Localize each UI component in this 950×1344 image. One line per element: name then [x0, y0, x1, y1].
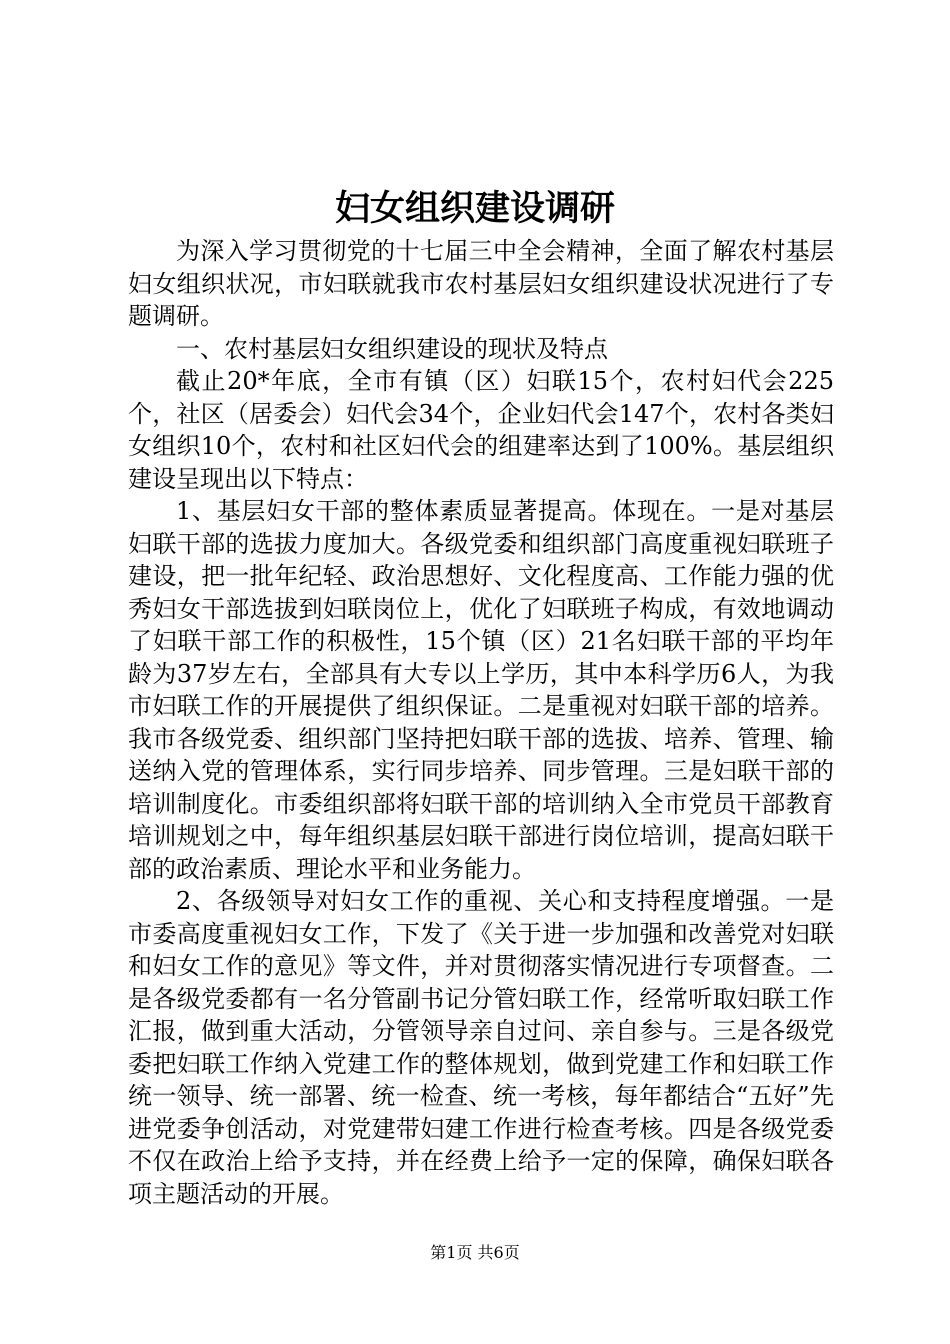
paragraph-point-2: 2、各级领导对妇女工作的重视、关心和支持程度增强。一是市委高度重视妇女工作，下发了《关于进一步加强和改善党对妇联和妇女工作的意见》等文件，并对贯彻落实情况进行专项督查。二是各级党委都有一名分管副书记分管妇联工作，经常听取妇联工作汇报，做到重大活动，分管领导亲自过问、亲自参与。三是各级党委把妇联工作纳入党建工作的整体规划，做到党建工作和妇联工作统一领导、统一部署、统一检查、统一考核，每年都结合“五好”先进党委争创活动，对党建带妇建工作进行检查考核。四是各级党委不仅在政治上给予支持，并在经费上给予一定的保障，确保妇联各项主题活动的开展。 — [128, 887, 834, 1208]
page-footer: 第1页 共6页 — [430, 1243, 520, 1262]
document-body — [128, 235, 834, 1210]
section-heading: 一、农村基层妇女组织建设的现状及特点 — [176, 334, 608, 363]
paragraph-point-1: 1、基层妇女干部的整体素质显著提高。体现在。一是对基层妇联干部的选拔力度加大。各级党委和组织部门高度重视妇联班子建设，把一批年纪轻、政治思想好、文化程度高、工作能力强的优秀妇女干部选拔到妇联岗位上，优化了妇联班子构成，有效地调动了妇联干部工作的积极性，15个镇（区）21名妇联干部的平均年龄为37岁左右，全部具有大专以上学历，其中本科学历6人，为我市妇联工作的开展提供了组织保证。二是重视对妇联干部的培养。我市各级党委、组织部门坚持把妇联干部的选拔、培养、管理、输送纳入党的管理体系，实行同步培养、同步管理。三是妇联干部的培训制度化。市委组织部将妇联干部的培训纳入全市党员干部教育培训规划之中，每年组织基层妇联干部进行岗位培训，提高妇联干部的政治素质、理论水平和业务能力。 — [128, 497, 834, 883]
document-title: 妇女组织建设调研 — [334, 188, 615, 229]
paragraph-intro: 为深入学习贯彻党的十七届三中全会精神，全面了解农村基层妇女组织状况，市妇联就我市农村基层妇女组织建设状况进行了专题调研。 — [128, 237, 834, 330]
paragraph-statistics: 截止20*年底，全市有镇（区）妇联15个，农村妇代会225个，社区（居委会）妇代会34个，企业妇代会147个，农村各类妇女组织10个，农村和社区妇代会的组建率达到了100%。基层组织建设呈现出以下特点： — [128, 367, 834, 493]
